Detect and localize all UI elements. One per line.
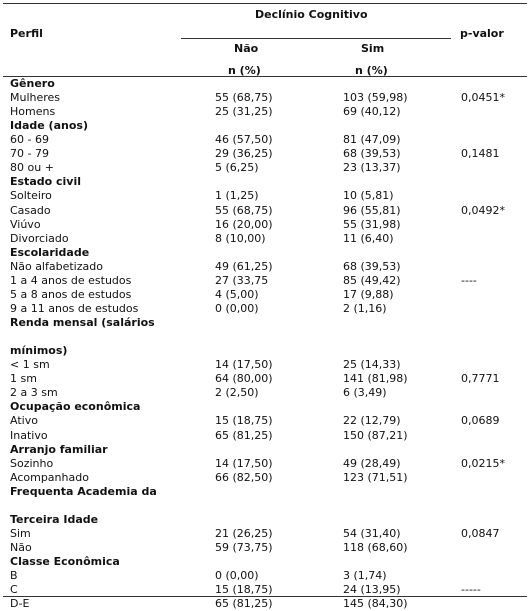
row-label: Ativo (10, 414, 38, 428)
data-table (3, 3, 527, 611)
section-title: Classe Econômica (10, 555, 120, 569)
row-label: 5 a 8 anos de estudos (10, 287, 132, 301)
row-label: Solteiro (10, 189, 52, 203)
cell-nao: 59 (73,75) (215, 540, 273, 554)
cell-nao: 0 (0,00) (215, 569, 259, 583)
row-label: 1 a 4 anos de estudos (10, 273, 132, 287)
cell-nao: 2 (2,50) (215, 386, 259, 400)
group-title: Declínio Cognitivo (255, 8, 368, 21)
header-divider (181, 38, 451, 39)
section-title-cont: Terceira Idade (10, 512, 99, 526)
cell-sim: 103 (59,98) (343, 91, 408, 105)
profile-header: Perfil (10, 27, 43, 40)
section-title: Idade (anos) (10, 119, 88, 133)
row-label: 9 a 11 anos de estudos (10, 301, 139, 315)
cell-sim: 96 (55,81) (343, 203, 401, 217)
row-label: Inativo (10, 428, 48, 442)
unit-sim: n (%) (355, 64, 388, 77)
section-title: Arranjo familiar (10, 442, 108, 456)
row-label: D-E (10, 597, 30, 611)
cell-sim: 49 (28,49) (343, 456, 401, 470)
row-label: C (10, 583, 18, 597)
cell-pvalue: 0,0847 (461, 526, 500, 540)
cell-nao: 49 (61,25) (215, 259, 273, 273)
cell-nao: 4 (5,00) (215, 287, 259, 301)
cell-pvalue: ----- (461, 583, 481, 597)
cell-nao: 16 (20,00) (215, 217, 273, 231)
cell-sim: 25 (14,33) (343, 358, 401, 372)
row-label: Sozinho (10, 456, 54, 470)
cell-sim: 23 (13,37) (343, 161, 401, 175)
row-label: 2 a 3 sm (10, 386, 58, 400)
cell-nao: 0 (0,00) (215, 301, 259, 315)
row-label: B (10, 569, 18, 583)
row-label: Divorciado (10, 231, 69, 245)
cell-nao: 66 (82,50) (215, 470, 273, 484)
cell-pvalue: 0,1481 (461, 147, 500, 161)
cell-nao: 8 (10,00) (215, 231, 266, 245)
cell-sim: 145 (84,30) (343, 597, 408, 611)
cell-sim: 11 (6,40) (343, 231, 394, 245)
cell-sim: 69 (40,12) (343, 105, 401, 119)
cell-nao: 64 (80,00) (215, 372, 273, 386)
row-label: 70 - 79 (10, 147, 49, 161)
cell-pvalue: 0,0215* (461, 456, 505, 470)
cell-sim: 2 (1,16) (343, 301, 387, 315)
cell-sim: 17 (9,88) (343, 287, 394, 301)
cell-pvalue: 0,7771 (461, 372, 500, 386)
unit-nao: n (%) (228, 64, 261, 77)
pvalue-header: p-valor (460, 27, 504, 40)
row-label: Homens (10, 105, 56, 119)
cell-nao: 46 (57,50) (215, 133, 273, 147)
col-header-sim: Sim (361, 42, 385, 55)
section-title: Escolaridade (10, 245, 90, 259)
cell-pvalue: ---- (461, 273, 477, 287)
section-title: Frequenta Academia da (10, 484, 157, 498)
cell-nao: 14 (17,50) (215, 358, 273, 372)
row-label: Acompanhado (10, 470, 89, 484)
cell-sim: 3 (1,74) (343, 569, 387, 583)
cell-sim: 68 (39,53) (343, 259, 401, 273)
row-label: Não alfabetizado (10, 259, 103, 273)
cell-sim: 68 (39,53) (343, 147, 401, 161)
cell-nao: 1 (1,25) (215, 189, 259, 203)
section-title: Estado civil (10, 175, 82, 189)
cell-nao: 15 (18,75) (215, 583, 273, 597)
cell-sim: 22 (12,79) (343, 414, 401, 428)
cell-nao: 25 (31,25) (215, 105, 273, 119)
row-label: Sim (10, 526, 31, 540)
row-label: 1 sm (10, 372, 37, 386)
cell-nao: 15 (18,75) (215, 414, 273, 428)
cell-sim: 55 (31,98) (343, 217, 401, 231)
cell-nao: 5 (6,25) (215, 161, 259, 175)
cell-pvalue: 0,0492* (461, 203, 505, 217)
cell-nao: 65 (81,25) (215, 597, 273, 611)
cell-sim: 54 (31,40) (343, 526, 401, 540)
section-title: Gênero (10, 77, 55, 90)
cell-nao: 55 (68,75) (215, 203, 273, 217)
row-label: 80 ou + (10, 161, 54, 175)
cell-nao: 14 (17,50) (215, 456, 273, 470)
cell-sim: 81 (47,09) (343, 133, 401, 147)
row-label: Viúvo (10, 217, 41, 231)
cell-pvalue: 0,0689 (461, 414, 500, 428)
cell-nao: 21 (26,25) (215, 526, 273, 540)
row-label: 60 - 69 (10, 133, 49, 147)
section-title: Renda mensal (salários (10, 316, 155, 330)
body-divider (3, 76, 527, 77)
cell-sim: 10 (5,81) (343, 189, 394, 203)
cell-sim: 6 (3,49) (343, 386, 387, 400)
cell-nao: 27 (33,75 (215, 273, 269, 287)
section-title: Ocupação econômica (10, 400, 141, 414)
cell-nao: 55 (68,75) (215, 91, 273, 105)
section-title-cont: mínimos) (10, 344, 68, 358)
cell-sim: 150 (87,21) (343, 428, 408, 442)
cell-sim: 85 (49,42) (343, 273, 401, 287)
cell-sim: 24 (13,95) (343, 583, 401, 597)
row-label: Mulheres (10, 91, 61, 105)
cell-sim: 118 (68,60) (343, 540, 408, 554)
row-label: Não (10, 540, 32, 554)
row-label: < 1 sm (10, 358, 50, 372)
col-header-nao: Não (234, 42, 259, 55)
row-label: Casado (10, 203, 51, 217)
cell-sim: 123 (71,51) (343, 470, 408, 484)
cell-pvalue: 0,0451* (461, 91, 505, 105)
cell-sim: 141 (81,98) (343, 372, 408, 386)
cell-nao: 65 (81,25) (215, 428, 273, 442)
cell-nao: 29 (36,25) (215, 147, 273, 161)
